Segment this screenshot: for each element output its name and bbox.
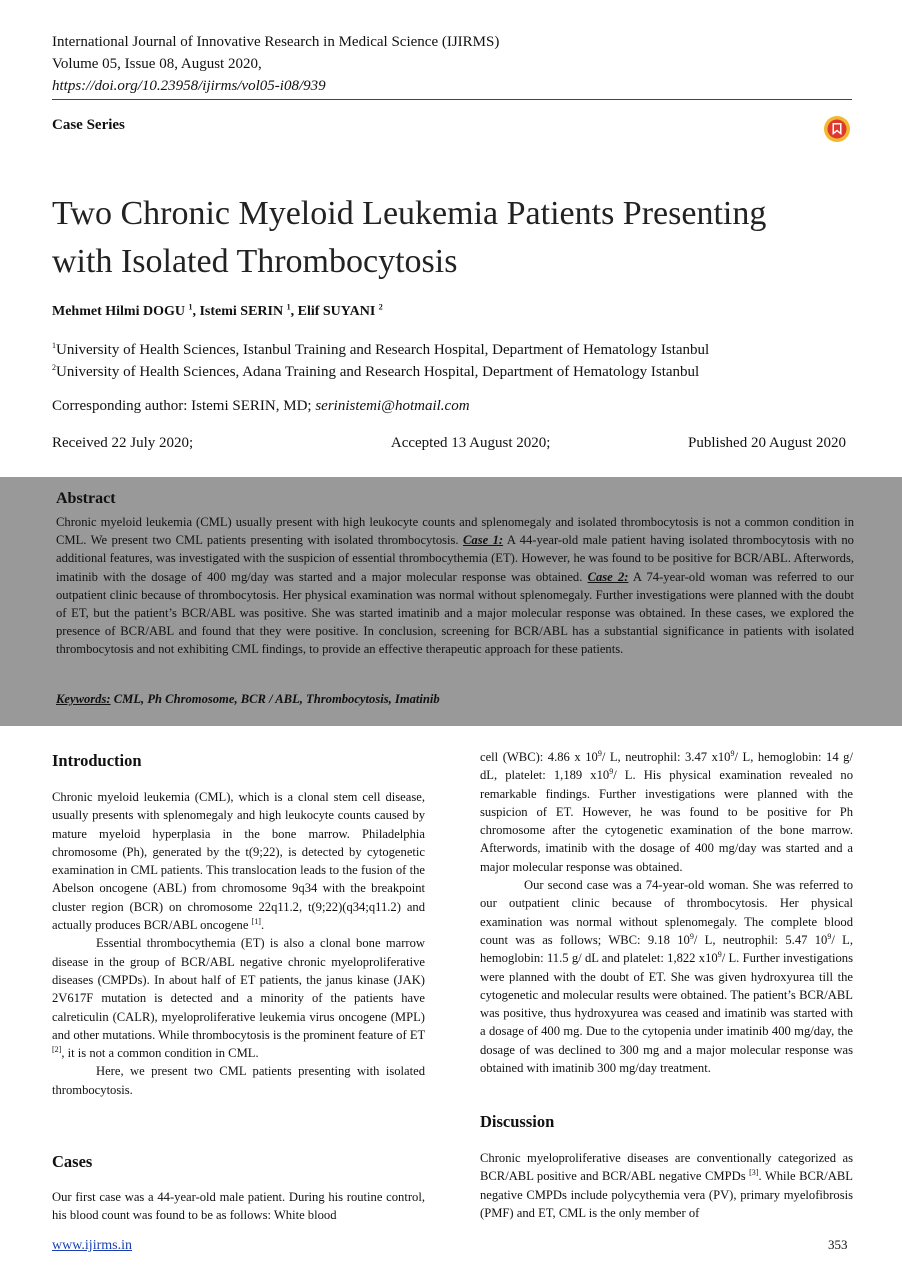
affiliation-text: University of Health Sciences, Adana Training and Research Hospital, Department of Hematology Istanbul <box>56 364 700 380</box>
received-date: Received 22 July 2020; <box>52 435 194 451</box>
introduction-heading: Introduction <box>52 751 142 770</box>
doi-link[interactable]: https://doi.org/10.23958/ijirms/vol05-i08/939 <box>52 78 326 94</box>
paragraph-text: Chronic myeloid leukemia (CML), which is a clonal stem cell disease, usually presents with splenomegaly and high leukocyte counts caused by mature myeloid hyperplasia in the bone marrow. Philadelphia chromosome (Ph), generated by the t(9;22), is detected by cytogenetic examination in CML patients. This translocation leads to the fusion of the Abelson oncogene (ABL) from chromosome 9q34 with the breakpoint cluster region (BCR) on chromosome 22q11.2, t(9;22)(q34;q11.2) and actually produces BCR/ABL oncogene <box>52 790 425 933</box>
paragraph <box>480 1149 853 1222</box>
journal-name: International Journal of Innovative Research in Medical Science (IJIRMS) <box>52 34 500 50</box>
article-type: Case Series <box>52 117 125 133</box>
paragraph: Chronic myeloid leukemia (CML), which is a clonal stem cell disease, usually presents with splenomegaly and high leukocyte counts caused by mature myeloid hyperplasia in the bone marrow. Philadelphia chromosome (Ph), generated by the t(9;22), is detected by cytogenetic examination in CML patients. This translocation leads to the fusion of the Abelson oncogene (ABL) from chromosome 9q34 with the breakpoint cluster region (BCR) on chromosome 22q11.2, t(9;22)(q34;q11.2) and actually produces BCR/ABL oncogene [1]. <box>52 790 425 933</box>
cases-heading: Cases <box>52 1152 93 1171</box>
article-dates <box>52 435 852 452</box>
keywords-list: CML, Ph Chromosome, BCR / ABL, Thrombocytosis, Imatinib <box>113 692 440 706</box>
header-rule <box>52 99 852 100</box>
paragraph-text: / L, hemoglobin: 11.5 g/ dL and platelet: 1,822 x10 <box>480 932 853 966</box>
superscript: 9 <box>597 748 602 758</box>
case1-label: Case 1: <box>463 533 504 548</box>
affiliation-num: 1 <box>52 341 56 350</box>
author-aff: 1 <box>286 302 291 312</box>
crossmark-icon[interactable] <box>823 115 851 143</box>
title-line-2: with Isolated Thrombocytosis <box>52 243 458 280</box>
author-aff: 1 <box>188 302 193 312</box>
paragraph <box>480 876 853 1077</box>
abstract-text: A 74-year-old woman was referred to our outpatient clinic because of thrombocytosis. Her physical examination was normal without splenomegaly. Further investigations were planned with the doubt of ET, but the patient’s BCR/ABL was positive. She was started imatinib and a major molecular response was obtained. In these cases, we explored the presence of BCR/ABL and found that they were positive. In conclusion, screening for BCR/ABL has a substantial significance in patients with isolated thrombocytosis and not exhibiting CML findings, to provide an effective therapeutic approach for these patients. <box>56 569 854 657</box>
paragraph-text: / L. His physical examination revealed no remarkable findings. Further investigations were planned with the suspicion of ET. However, he was found to be positive for Ph chromosome after the cytogenetic examination of the bone marrow. Afterwords, imatinib with the dosage of 400 mg/day was started and a major molecular response was obtained. <box>480 768 853 874</box>
paragraph-text: cell (WBC): 4.86 x 10 <box>480 750 598 764</box>
paragraph-text: . While BCR/ABL negative CMPDs include polycythemia vera (PV), primary myelofibrosis (PMF) and ET, CML is the only member of <box>480 1169 853 1220</box>
case2-label: Case 2: <box>587 569 629 584</box>
article-title <box>52 190 852 286</box>
keywords <box>56 692 440 707</box>
abstract-text: A 44-year-old male patient having isolated thrombocytosis with no additional features, was investigated with the suspicion of essential thrombocythemia (ET). However, he was found to be positive for BCR/ABL. Afterwords, imatinib with the dosage of 400 mg/day was started and a major molecular response was obtained. <box>56 533 854 584</box>
affiliation-2 <box>52 361 699 383</box>
corresponding-author <box>52 398 470 415</box>
superscript: 9 <box>689 931 694 941</box>
paragraph-text: Chronic myeloproliferative diseases are conventionally categorized as BCR/ABL positive and BCR/ABL negative CMPDs <box>480 1151 853 1184</box>
cases-body <box>52 1188 425 1225</box>
cases-continued <box>480 748 853 1077</box>
page-number: 353 <box>828 1237 848 1252</box>
author-name: Mehmet Hilmi DOGU <box>52 304 185 319</box>
paragraph: Our first case was a 44-year-old male patient. During his routine control, his blood count was found to be as follows: White blood <box>52 1190 425 1223</box>
superscript: 9 <box>717 950 722 960</box>
journal-issue: Volume 05, Issue 08, August 2020, <box>52 56 262 72</box>
paragraph-text: Essential thrombocythemia (ET) is also a clonal bone marrow disease in the group of BCR/ABL negative chronic myeloproliferative diseases (CMPDs). In about half of ET patients, the janus kinase (JAK) 2V617F mutation is detected and a minority of the patients have calreticulin (CALR), myeloproliferative leukemia virus oncogene (MPL) and other mutations. While thrombocytosis is the prominent feature of ET <box>52 936 425 1042</box>
published-date: Published 20 August 2020 <box>688 435 846 451</box>
footer-site-link[interactable]: www.ijirms.in <box>52 1238 132 1253</box>
paragraph-text: , it is not a common condition in CML. <box>61 1046 259 1061</box>
keywords-label: Keywords: <box>56 692 111 706</box>
reference-2[interactable]: [2] <box>52 1044 62 1054</box>
paragraph-text: / L. Further investigations were planned with the doubt of ET. She was given hydroxyurea till the cytogenetic and molecular results were obtained. The patient’s BCR/ABL was positive, thus hydroxyurea was ceased and imatinib was started with a dosage of 400 mg. Due to the cytopenia under imatinib 400 mg/day, the dosage of was declined to 300 mg and a major molecular response was obtained with imatinib 300 mg/day treatment. <box>480 951 853 1076</box>
author-name: Elif SUYANI <box>297 304 376 319</box>
corresponding-label: Corresponding author: Istemi SERIN, MD; <box>52 398 312 414</box>
paragraph-text: / L, hemoglobin: 14 g/ dL, platelet: 1,189 x10 <box>480 750 853 783</box>
affiliation-1 <box>52 339 709 361</box>
affiliation-num: 2 <box>52 363 56 372</box>
abstract-body <box>56 513 854 659</box>
reference-3[interactable]: [3] <box>749 1168 759 1178</box>
corresponding-email[interactable]: serinistemi@hotmail.com <box>315 398 470 414</box>
introduction-body <box>52 788 425 1099</box>
accepted-date: Accepted 13 August 2020; <box>390 435 551 451</box>
paragraph <box>480 748 853 876</box>
author-aff: 2 <box>378 302 383 312</box>
paragraph-text: / L, neutrophil: 3.47 x10 <box>601 750 731 764</box>
affiliation-text: University of Health Sciences, Istanbul Training and Research Hospital, Department of Hematology Istanbul <box>56 342 710 358</box>
title-line-1: Two Chronic Myeloid Leukemia Patients Presenting <box>52 195 767 232</box>
paragraph-text: / L, neutrophil: 5.47 10 <box>693 932 828 947</box>
paragraph-text: Our second case was a 74-year-old woman. She was referred to our outpatient clinic because of thrombocytosis. Her physical examination was normal without splenomegaly. The complete blood count was as follows; WBC: 9.18 10 <box>480 878 853 947</box>
abstract-text: Chronic myeloid leukemia (CML) usually present with high leukocyte counts and splenomegaly and isolated thrombocytosis is not a common condition in CML. We present two CML patients presenting with isolated thrombocytosis. <box>56 515 854 548</box>
paragraph: Here, we present two CML patients presenting with isolated thrombocytosis. <box>52 1064 425 1097</box>
paragraph <box>52 934 425 1062</box>
reference-1[interactable]: [1] <box>251 916 261 926</box>
superscript: 9 <box>730 748 735 758</box>
superscript: 9 <box>609 767 614 777</box>
superscript: 9 <box>827 931 832 941</box>
author-list: Mehmet Hilmi DOGU $^1$, Istemi SERIN $^1$, Elif SUYANI $^2$ <box>52 302 383 319</box>
abstract-heading: Abstract <box>56 490 116 507</box>
discussion-body <box>480 1149 853 1222</box>
author-name: Istemi SERIN <box>199 304 284 319</box>
discussion-heading: Discussion <box>480 1112 555 1131</box>
